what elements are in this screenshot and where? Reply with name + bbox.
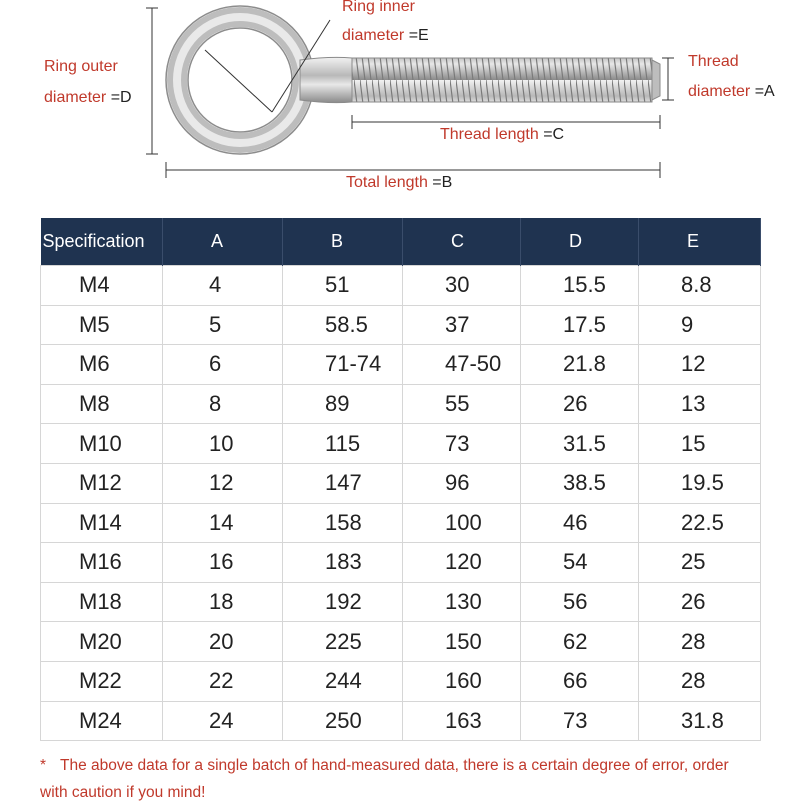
thread-label: Thread: [688, 53, 739, 70]
value-cell: 225: [283, 622, 403, 662]
table-row: [41, 701, 761, 741]
value-cell: 130: [403, 582, 521, 622]
value-cell: 71-74: [283, 345, 403, 385]
note-text: The above data for a single batch of hand-measured data, there is a certain degree of error, order with caution if you mind!: [40, 757, 729, 801]
spec-cell: M20: [41, 622, 163, 662]
thread-diameter-eq-label: diameter =A: [688, 83, 775, 100]
value-cell: 13: [639, 384, 761, 424]
value-cell: 12: [163, 463, 283, 503]
value-cell: 89: [283, 384, 403, 424]
value-cell: 96: [403, 463, 521, 503]
value-cell: 115: [283, 424, 403, 464]
header-cell: Specification: [41, 218, 163, 266]
value-cell: 250: [283, 701, 403, 741]
value-cell: 120: [403, 543, 521, 583]
value-cell: 160: [403, 661, 521, 701]
spec-cell: M8: [41, 384, 163, 424]
value-cell: 6: [163, 345, 283, 385]
value-cell: 55: [403, 384, 521, 424]
value-cell: 5: [163, 305, 283, 345]
header-cell: B: [283, 218, 403, 266]
value-cell: 24: [163, 701, 283, 741]
value-cell: 12: [639, 345, 761, 385]
value-cell: 56: [521, 582, 639, 622]
value-cell: 31.5: [521, 424, 639, 464]
table-row: [41, 503, 761, 543]
value-cell: 46: [521, 503, 639, 543]
eye-bolt-diagram: [0, 0, 800, 205]
ring-inner-eq-label: diameter =E: [342, 27, 429, 44]
value-cell: 150: [403, 622, 521, 662]
spec-cell: M24: [41, 701, 163, 741]
disclaimer-note: [40, 752, 760, 806]
header-cell: E: [639, 218, 761, 266]
spec-table: [40, 218, 761, 741]
spec-cell: M10: [41, 424, 163, 464]
value-cell: 26: [639, 582, 761, 622]
value-cell: 22.5: [639, 503, 761, 543]
ring-outer-eq-label: diameter =D: [44, 89, 132, 106]
table-row: [41, 424, 761, 464]
value-cell: 19.5: [639, 463, 761, 503]
value-cell: 10: [163, 424, 283, 464]
table-row: [41, 463, 761, 503]
value-cell: 158: [283, 503, 403, 543]
spec-cell: M22: [41, 661, 163, 701]
spec-cell: M5: [41, 305, 163, 345]
value-cell: 66: [521, 661, 639, 701]
header-cell: D: [521, 218, 639, 266]
table-row: [41, 582, 761, 622]
value-cell: 22: [163, 661, 283, 701]
note-star: *: [40, 757, 47, 774]
inner-diameter-arrow: [205, 50, 272, 112]
table-body: [41, 266, 761, 741]
table-row: [41, 305, 761, 345]
table-row: [41, 622, 761, 662]
value-cell: 28: [639, 661, 761, 701]
value-cell: 21.8: [521, 345, 639, 385]
spec-cell: M16: [41, 543, 163, 583]
value-cell: 58.5: [283, 305, 403, 345]
value-cell: 37: [403, 305, 521, 345]
value-cell: 20: [163, 622, 283, 662]
value-cell: 73: [521, 701, 639, 741]
table-header-row: [41, 218, 761, 266]
spec-cell: M14: [41, 503, 163, 543]
value-cell: 15.5: [521, 266, 639, 306]
value-cell: 8.8: [639, 266, 761, 306]
spec-cell: M4: [41, 266, 163, 306]
value-cell: 25: [639, 543, 761, 583]
bolt-neck: [300, 57, 352, 102]
spec-cell: M6: [41, 345, 163, 385]
value-cell: 51: [283, 266, 403, 306]
value-cell: 147: [283, 463, 403, 503]
value-cell: 183: [283, 543, 403, 583]
table-row: [41, 661, 761, 701]
value-cell: 28: [639, 622, 761, 662]
value-cell: 4: [163, 266, 283, 306]
table-row: [41, 384, 761, 424]
bolt-thread: [352, 58, 652, 102]
header-cell: A: [163, 218, 283, 266]
value-cell: 47-50: [403, 345, 521, 385]
value-cell: 73: [403, 424, 521, 464]
spec-cell: M18: [41, 582, 163, 622]
value-cell: 31.8: [639, 701, 761, 741]
value-cell: 38.5: [521, 463, 639, 503]
value-cell: 30: [403, 266, 521, 306]
ring-outer-label: Ring outer: [44, 58, 118, 75]
ring-inner-label: Ring inner: [342, 0, 415, 15]
value-cell: 163: [403, 701, 521, 741]
value-cell: 15: [639, 424, 761, 464]
table-row: [41, 266, 761, 306]
value-cell: 9: [639, 305, 761, 345]
table-row: [41, 345, 761, 385]
total-length-label: Total length =B: [346, 174, 453, 191]
value-cell: 26: [521, 384, 639, 424]
value-cell: 8: [163, 384, 283, 424]
table-row: [41, 543, 761, 583]
value-cell: 192: [283, 582, 403, 622]
value-cell: 16: [163, 543, 283, 583]
value-cell: 17.5: [521, 305, 639, 345]
value-cell: 62: [521, 622, 639, 662]
value-cell: 54: [521, 543, 639, 583]
value-cell: 100: [403, 503, 521, 543]
value-cell: 14: [163, 503, 283, 543]
value-cell: 244: [283, 661, 403, 701]
header-cell: C: [403, 218, 521, 266]
value-cell: 18: [163, 582, 283, 622]
thread-length-label: Thread length =C: [440, 126, 565, 143]
spec-cell: M12: [41, 463, 163, 503]
